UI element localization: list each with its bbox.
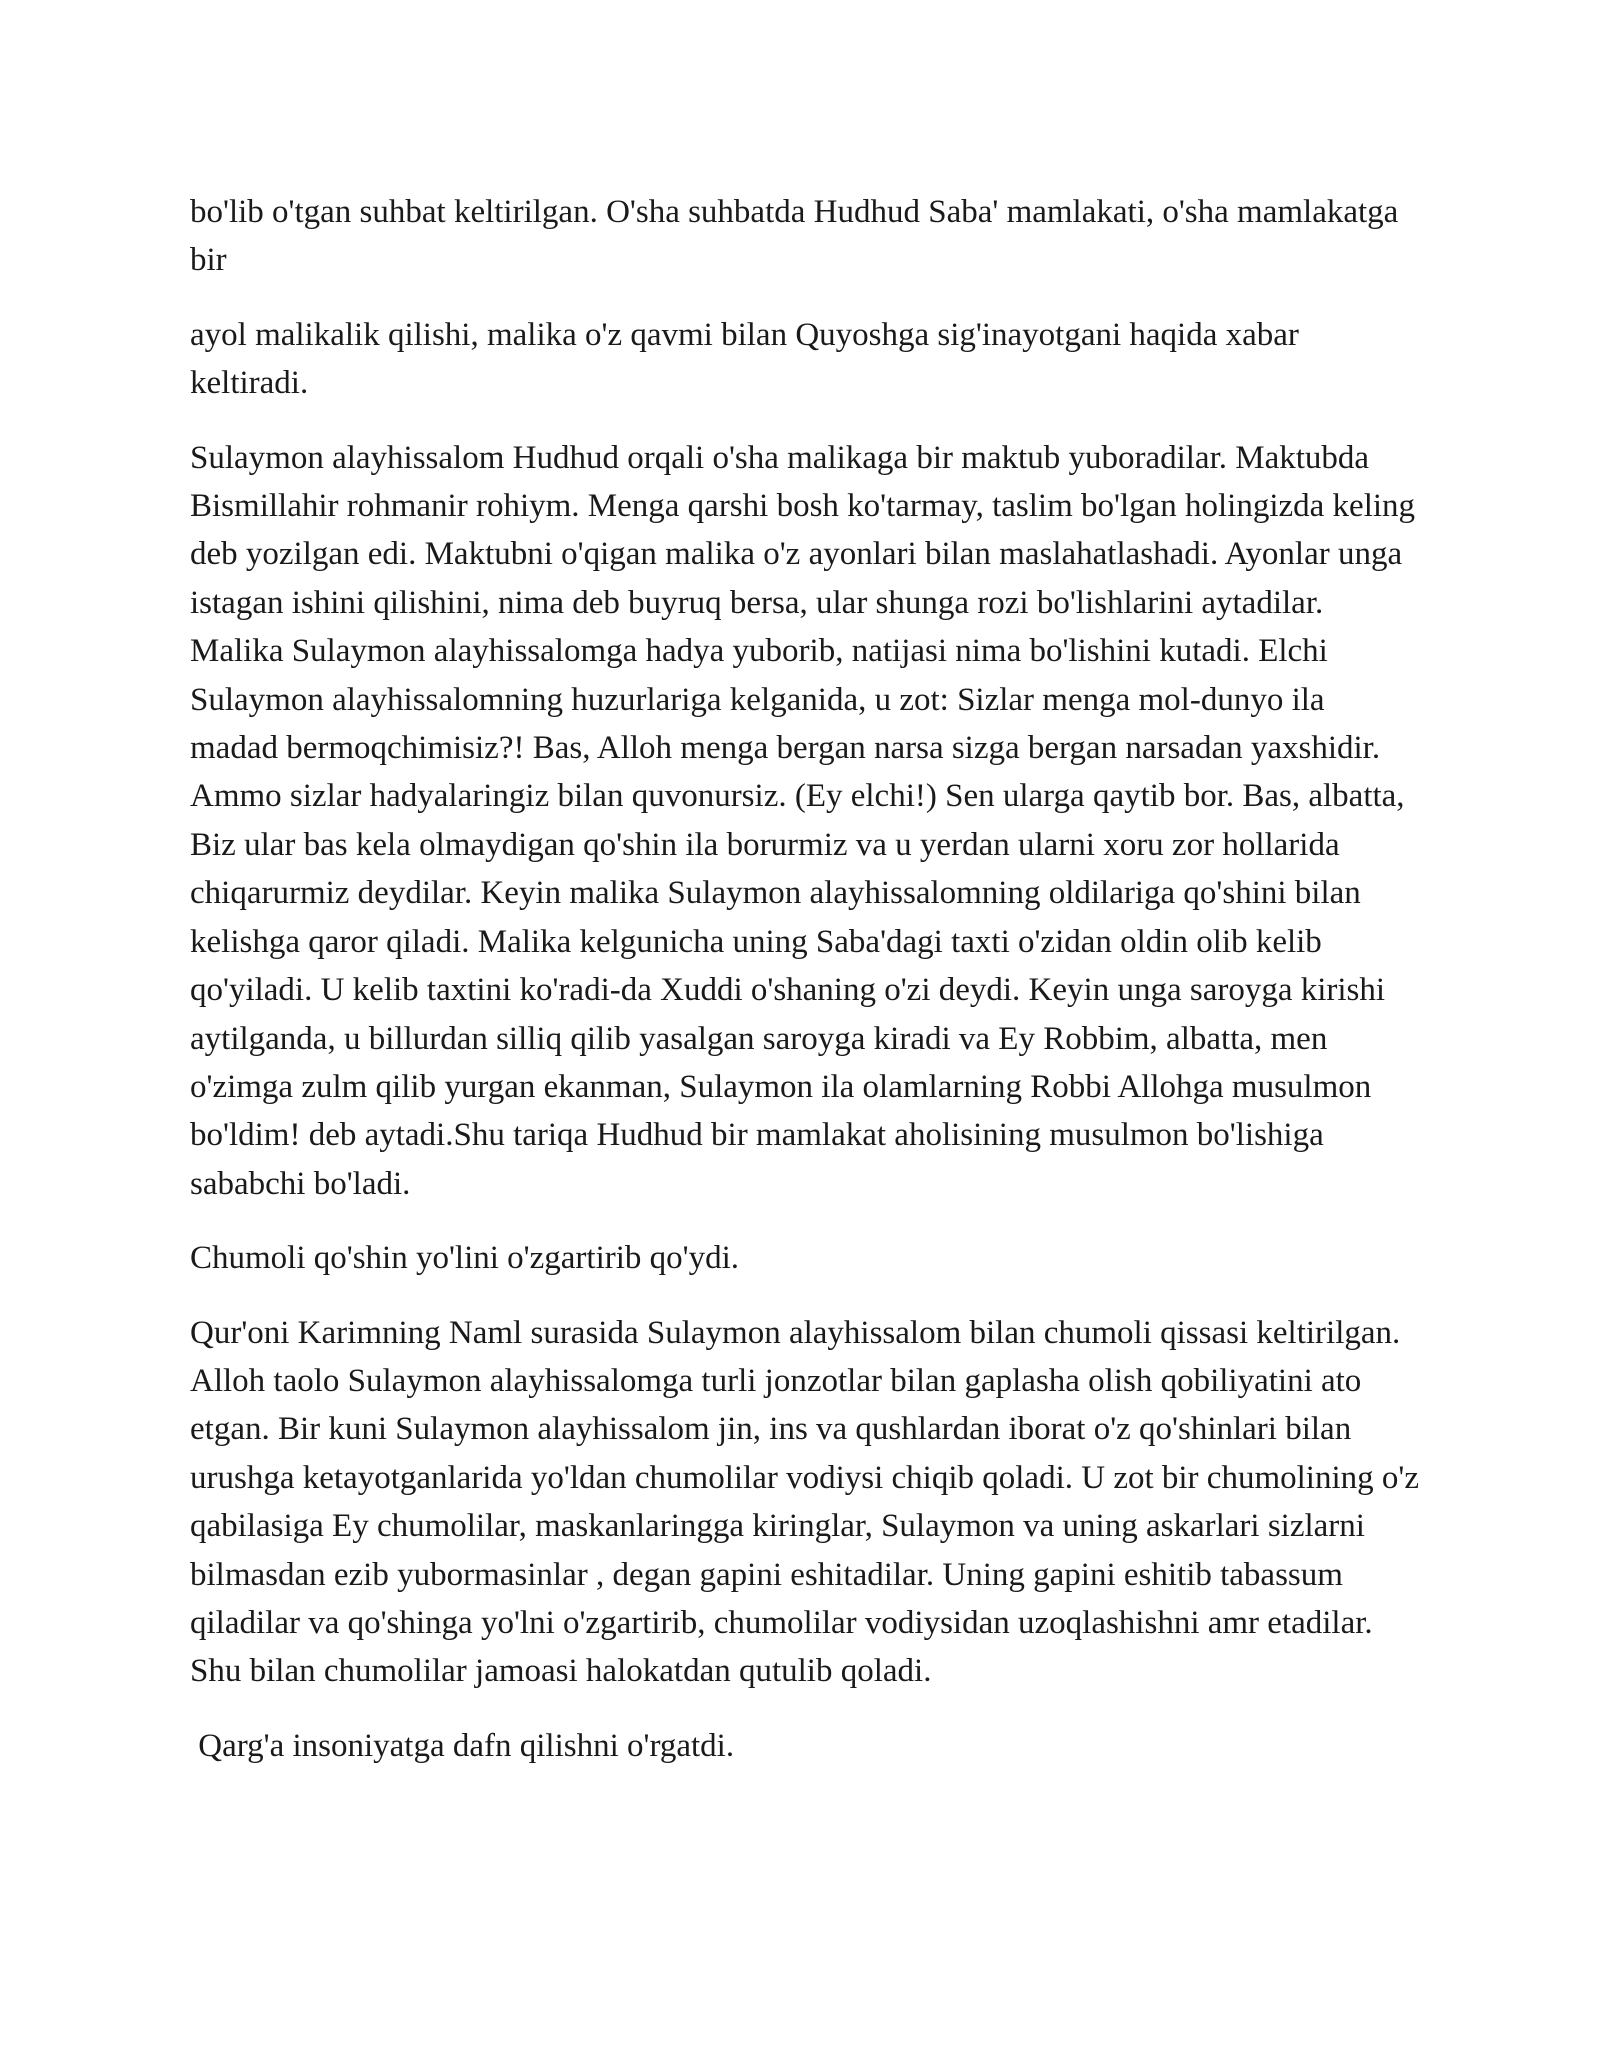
paragraph-3: Sulaymon alayhissalom Hudhud orqali o'sha malikaga bir maktub yuboradilar. Maktubda Bismillahir rohmanir rohiym. Menga qarshi bosh ko'tarmay, taslim bo'lgan holingizda keling deb yozilgan edi. Maktubni o'qigan malika o'z ayonlari bilan maslahatlashadi. Ayonlar unga istagan ishini qilishini, nima deb buyruq bersa, ular shunga rozi bo'lishlarini aytadilar. Malika Sulaymon alayhissalomga hadya yuborib, natijasi nima bo'lishini kutadi. Elchi Sulaymon alayhissalomning huzurlariga kelganida, u zot: Sizlar menga mol-dunyo ila madad bermoqchimisiz?! Bas, Alloh menga bergan narsa sizga bergan narsadan yaxshidir. Ammo sizlar hadyalaringiz bilan quvonursiz. (Ey elchi!) Sen ularga qaytib bor. Bas, albatta, Biz ular bas kela olmaydigan qo'shin ila borurmiz va u yerdan ularni xoru zor hollarida chiqarurmiz deydilar. Keyin malika Sulaymon alayhissalomning oldilariga qo'shini bilan kelishga qaror qiladi. Malika kelgunicha uning Saba'dagi taxti o'zidan oldin olib kelib qo'yiladi. U kelib taxtini ko'radi-da Xuddi o'shaning o'zi deydi. Keyin unga saroyga kirishi aytilganda, u billurdan silliq qilib yasalgan saroyga kiradi va Ey Robbim, albatta, men o'zimga zulm qilib yurgan ekanman, Sulaymon ila olamlarning Robbi Allohga musulmon bo'ldim! deb aytadi.Shu tariqa Hudhud bir mamlakat aholisining musulmon bo'lishiga sababchi bo'ladi.: [190, 439, 1416, 1202]
document-body: [190, 188, 1420, 1796]
paragraph-5: Qur'oni Karimning Naml surasida Sulaymon alayhissalom bilan chumoli qissasi keltirilgan. Alloh taolo Sulaymon alayhissalomga turli jonzotlar bilan gaplasha olish qobiliyatini ato etgan. Bir kuni Sulaymon alayhissalom jin, ins va qushlardan iborat o'z qo'shinlari bilan urushga ketayotganlarida yo'ldan chumolilar vodiysi chiqib qoladi. U zot bir chumolining o'z qabilasiga Ey chumolilar, maskanlaringga kiringlar, Sulaymon va uning askarlari sizlarni bilmasdan ezib yubormasinlar , degan gapini eshitadilar. Uning gapini eshitib tabassum qiladilar va qo'shinga yo'lni o'zgartirib, chumolilar vodiysidan uzoqlashishni amr etadilar. Shu bilan chumolilar jamoasi halokatdan qutulib qoladi.: [190, 1314, 1419, 1690]
paragraph-1: bo'lib o'tgan suhbat keltirilgan. O'sha suhbatda Hudhud Saba' mamlakati, o'sha mamlakatga bir: [190, 194, 1399, 279]
section-heading-qarga: Qarg'a insoniyatga dafn qilishni o'rgatdi.: [190, 1727, 735, 1764]
section-heading-chumoli: Chumoli qo'shin yo'lini o'zgartirib qo'ydi.: [190, 1240, 740, 1277]
paragraph-2: ayol malikalik qilishi, malika o'z qavmi bilan Quyoshga sig'inayotgani haqida xabar keltiradi.: [190, 316, 1299, 402]
